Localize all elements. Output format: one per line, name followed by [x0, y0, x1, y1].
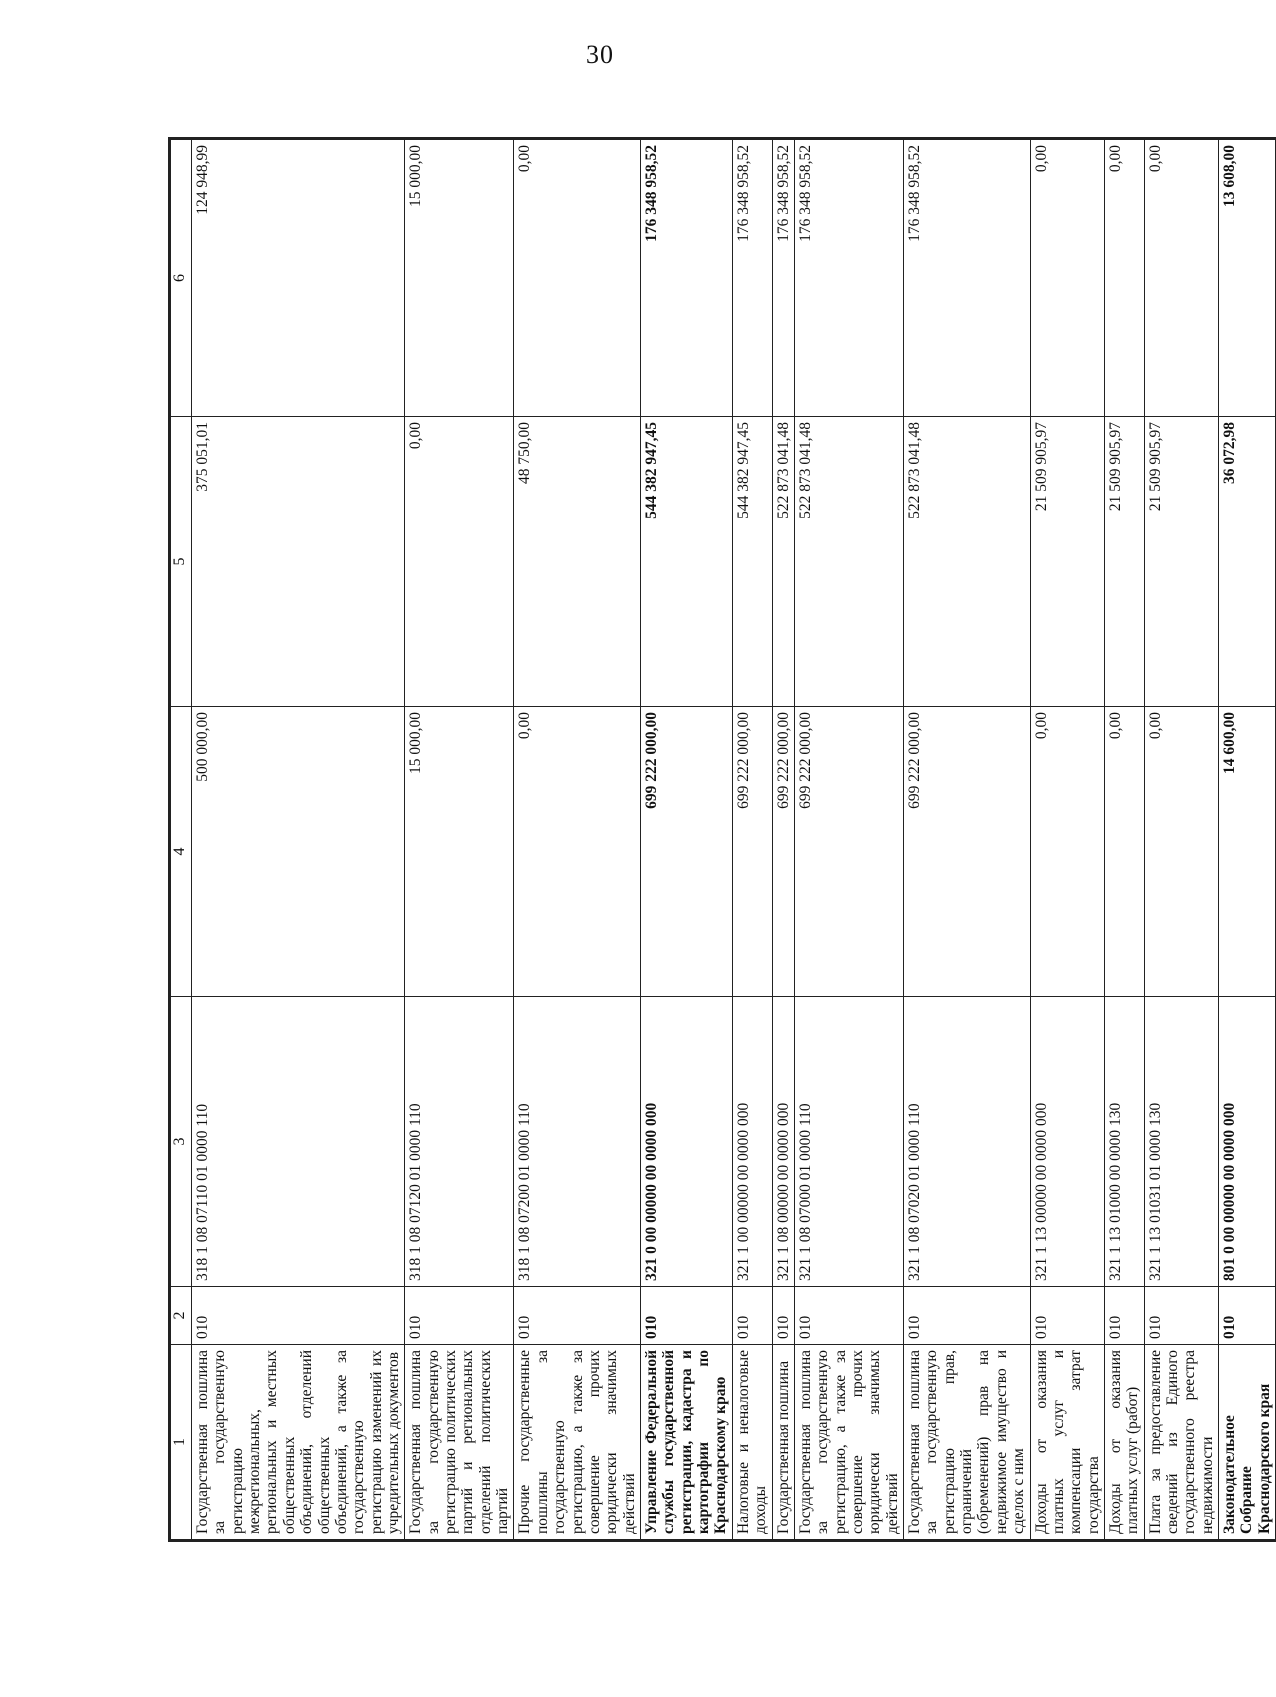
table-row	[904, 140, 1031, 1540]
table-row	[405, 140, 514, 1540]
row-name-cell: Доходы от оказания платных услуг и компенсации затрат государства	[1030, 1345, 1104, 1540]
row-budget-code-cell: 321 1 08 07000 01 0000 110	[794, 997, 903, 1287]
column-header: 1	[171, 1345, 192, 1540]
table-body	[192, 140, 1276, 1540]
row-fact-amount-cell: 36 072,98	[1219, 417, 1276, 707]
row-plan-amount-cell: 0,00	[514, 707, 641, 997]
row-budget-code-cell: 321 1 13 01031 01 0000 130	[1144, 997, 1218, 1287]
row-name-cell: Законодательное Собрание Краснодарского края	[1219, 1345, 1276, 1540]
row-name-cell: Налоговые и неналоговые доходы	[732, 1345, 772, 1540]
row-plan-amount-cell: 500 000,00	[192, 707, 405, 997]
row-admin-code-cell: 010	[794, 1287, 903, 1345]
row-plan-amount-cell: 699 222 000,00	[794, 707, 903, 997]
report-table-frame	[170, 140, 1273, 1540]
row-fact-amount-cell: 522 873 041,48	[904, 417, 1031, 707]
row-name-cell: Государственная пошлина за государственную регистрацию, а также за совершение прочих юридически значимых действий	[794, 1345, 903, 1540]
row-difference-amount-cell: 176 348 958,52	[640, 140, 732, 417]
row-plan-amount-cell: 14 600,00	[1219, 707, 1276, 997]
row-difference-amount-cell: 124 948,99	[192, 140, 405, 417]
row-budget-code-cell: 318 1 08 07120 01 0000 110	[405, 997, 514, 1287]
row-fact-amount-cell: 522 873 041,48	[772, 417, 794, 707]
table-row	[514, 140, 641, 1540]
row-difference-amount-cell: 176 348 958,52	[794, 140, 903, 417]
row-budget-code-cell: 321 1 13 01000 00 0000 130	[1104, 997, 1144, 1287]
row-plan-amount-cell: 0,00	[1104, 707, 1144, 997]
row-admin-code-cell: 010	[1030, 1287, 1104, 1345]
row-plan-amount-cell: 699 222 000,00	[732, 707, 772, 997]
table-row	[1144, 140, 1218, 1540]
table-row	[794, 140, 903, 1540]
table-row	[772, 140, 794, 1540]
row-budget-code-cell: 321 1 13 00000 00 0000 000	[1030, 997, 1104, 1287]
row-fact-amount-cell: 375 051,01	[192, 417, 405, 707]
row-budget-code-cell: 318 1 08 07110 01 0000 110	[192, 997, 405, 1287]
column-header: 3	[171, 997, 192, 1287]
column-header: 5	[171, 417, 192, 707]
row-fact-amount-cell: 544 382 947,45	[732, 417, 772, 707]
table-row	[1219, 140, 1276, 1540]
row-plan-amount-cell: 0,00	[1030, 707, 1104, 997]
row-difference-amount-cell: 176 348 958,52	[732, 140, 772, 417]
row-admin-code-cell: 010	[405, 1287, 514, 1345]
row-difference-amount-cell: 176 348 958,52	[772, 140, 794, 417]
row-name-cell: Государственная пошлина	[772, 1345, 794, 1540]
row-admin-code-cell: 010	[732, 1287, 772, 1345]
row-fact-amount-cell: 21 509 905,97	[1030, 417, 1104, 707]
row-budget-code-cell: 318 1 08 07200 01 0000 110	[514, 997, 641, 1287]
row-fact-amount-cell: 0,00	[405, 417, 514, 707]
row-admin-code-cell: 010	[640, 1287, 732, 1345]
row-admin-code-cell: 010	[1144, 1287, 1218, 1345]
row-budget-code-cell: 801 0 00 00000 00 0000 000	[1219, 997, 1276, 1287]
row-difference-amount-cell: 0,00	[514, 140, 641, 417]
row-budget-code-cell: 321 0 00 00000 00 0000 000	[640, 997, 732, 1287]
row-difference-amount-cell: 176 348 958,52	[904, 140, 1031, 417]
table-header-row	[171, 140, 192, 1540]
table-row	[192, 140, 405, 1540]
row-plan-amount-cell: 699 222 000,00	[904, 707, 1031, 997]
row-plan-amount-cell: 15 000,00	[405, 707, 514, 997]
row-name-cell: Государственная пошлина за государственную регистрацию прав, ограничений (обременений) прав на недвижимое имущество и сделок с ним	[904, 1345, 1031, 1540]
row-fact-amount-cell: 522 873 041,48	[794, 417, 903, 707]
column-header: 2	[171, 1287, 192, 1345]
row-name-cell: Государственная пошлина за государственную регистрацию межрегиональных, региональных и местных общественных объединений, отделений общественных объединений, а также за государственную регистрацию изменений их учредительных документов	[192, 1345, 405, 1540]
row-fact-amount-cell: 544 382 947,45	[640, 417, 732, 707]
table-row	[1030, 140, 1104, 1540]
row-admin-code-cell: 010	[1219, 1287, 1276, 1345]
row-budget-code-cell: 321 1 00 00000 00 0000 000	[732, 997, 772, 1287]
row-fact-amount-cell: 21 509 905,97	[1144, 417, 1218, 707]
row-plan-amount-cell: 0,00	[1144, 707, 1218, 997]
column-header: 4	[171, 707, 192, 997]
page-number: 30	[586, 40, 614, 69]
row-admin-code-cell: 010	[904, 1287, 1031, 1345]
row-admin-code-cell: 010	[192, 1287, 405, 1345]
row-difference-amount-cell: 0,00	[1104, 140, 1144, 417]
row-fact-amount-cell: 21 509 905,97	[1104, 417, 1144, 707]
row-name-cell: Прочие государственные пошлины за государственную регистрацию, а также за совершение прочих юридически значимых действий	[514, 1345, 641, 1540]
row-admin-code-cell: 010	[1104, 1287, 1144, 1345]
row-admin-code-cell: 010	[514, 1287, 641, 1345]
row-fact-amount-cell: 48 750,00	[514, 417, 641, 707]
row-difference-amount-cell: 0,00	[1144, 140, 1218, 417]
row-budget-code-cell: 321 1 08 00000 00 0000 000	[772, 997, 794, 1287]
row-name-cell: Доходы от оказания платных услуг (работ)	[1104, 1345, 1144, 1540]
row-admin-code-cell: 010	[772, 1287, 794, 1345]
row-name-cell: Плата за предоставление сведений из Единого государственного реестра недвижимости	[1144, 1345, 1218, 1540]
row-plan-amount-cell: 699 222 000,00	[640, 707, 732, 997]
revenue-table	[170, 139, 1276, 1540]
row-difference-amount-cell: 0,00	[1030, 140, 1104, 417]
row-name-cell: Государственная пошлина за государственную регистрацию политических партий и региональных отделений политических партий	[405, 1345, 514, 1540]
row-difference-amount-cell: 15 000,00	[405, 140, 514, 417]
row-budget-code-cell: 321 1 08 07020 01 0000 110	[904, 997, 1031, 1287]
row-name-cell: Управление Федеральной службы государственной регистрации, кадастра и картографии по Краснодарскому краю	[640, 1345, 732, 1540]
table-row	[640, 140, 732, 1540]
row-plan-amount-cell: 699 222 000,00	[772, 707, 794, 997]
table-row	[732, 140, 772, 1540]
table-row	[1104, 140, 1144, 1540]
column-header: 6	[171, 140, 192, 417]
row-difference-amount-cell: 13 608,00	[1219, 140, 1276, 417]
